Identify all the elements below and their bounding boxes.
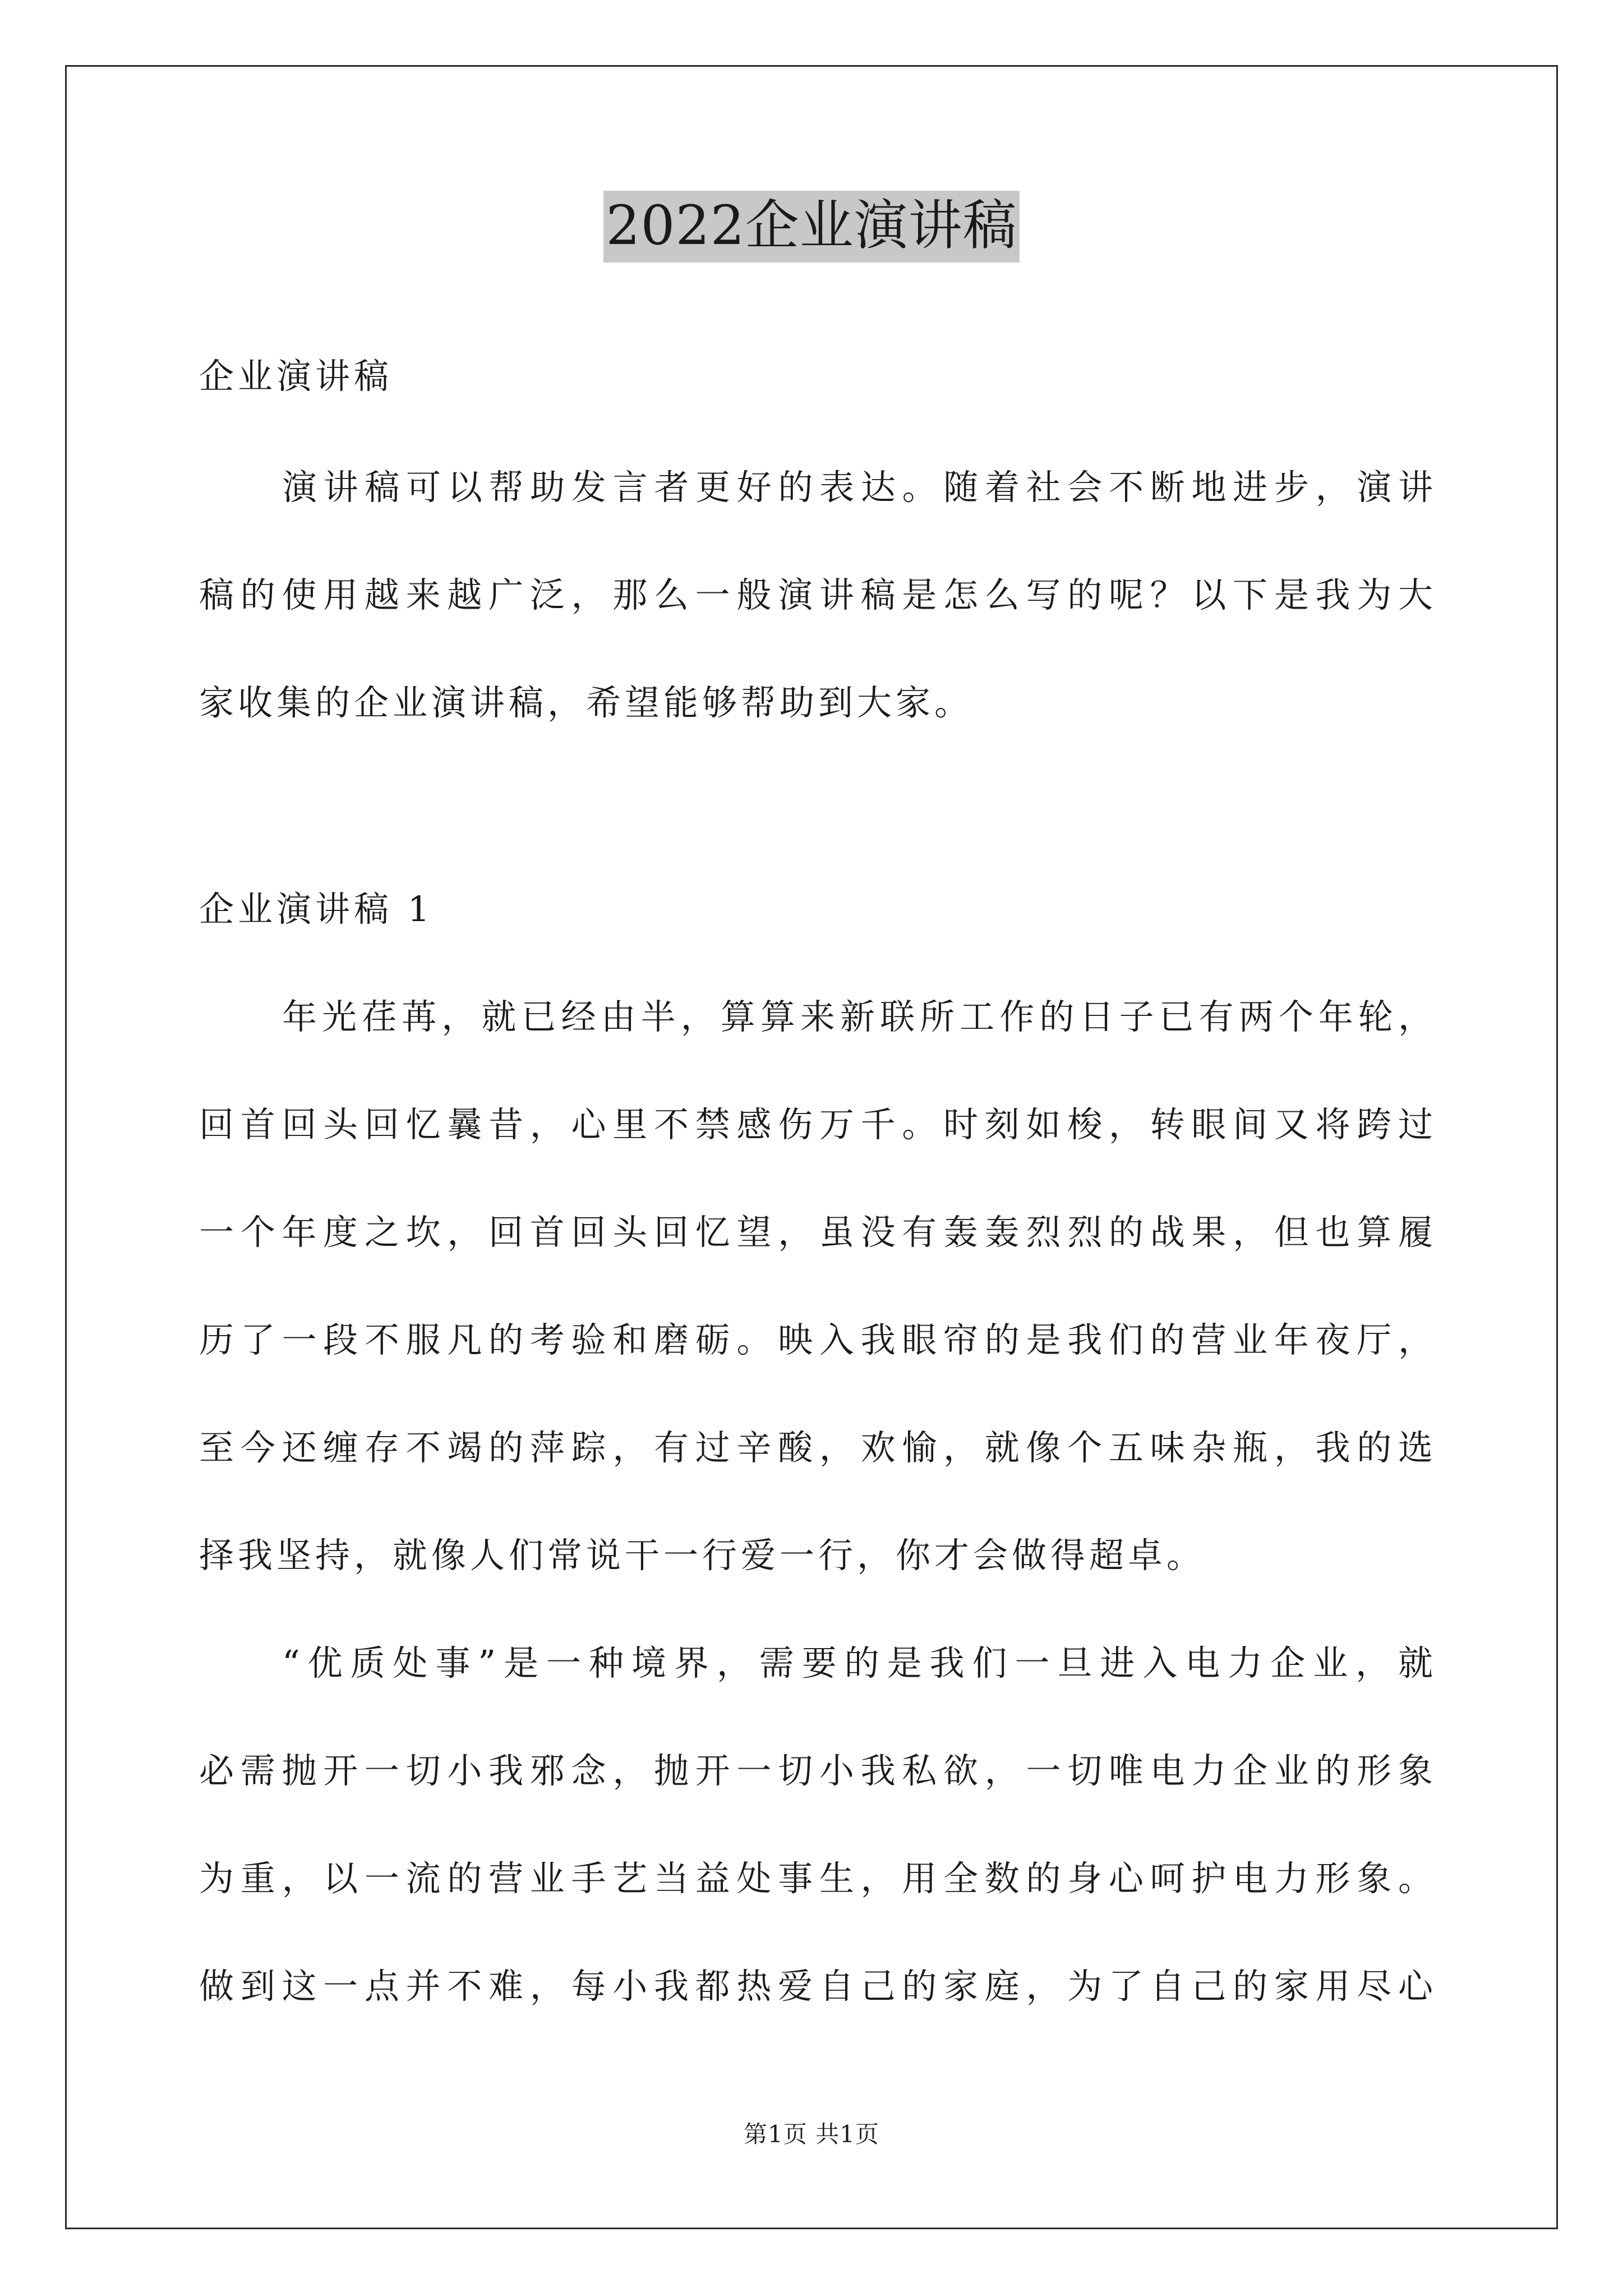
para2-line-2: 必需抛开一切小我邪念，抛开一切小我私欲，一切唯电力企业的形象 — [199, 1750, 1433, 1791]
subtitle: 企业演讲稿 — [199, 356, 393, 397]
section-heading: 企业演讲稿 1 — [199, 889, 434, 930]
page-number: 第1页 共1页 — [744, 2120, 879, 2148]
para2-line-4: 做到这一点并不难，每小我都热爱自己的家庭，为了自己的家用尽心 — [199, 1966, 1433, 2007]
intro-line-2: 稿的使用越来越广泛，那么一般演讲稿是怎么写的呢？以下是我为大 — [199, 574, 1433, 615]
para2-line-3: 为重，以一流的营业手艺当益处事生，用全数的身心呵护电力形象。 — [199, 1858, 1433, 1899]
para1-line-2: 回首回头回忆曩昔，心里不禁感伤万千。时刻如梭，转眼间又将跨过 — [199, 1104, 1433, 1145]
intro-line-3: 家收集的企业演讲稿，希望能够帮助到大家。 — [199, 682, 974, 723]
para1-line-1: 年光荏苒，就已经由半，算算来新联所工作的日子已有两个年轮， — [282, 996, 1433, 1037]
document-title-text: 2022企业演讲稿 — [603, 191, 1019, 263]
para1-line-3: 一个年度之坎，回首回头回忆望，虽没有轰轰烈烈的战果，但也算履 — [199, 1212, 1433, 1253]
intro-line-1: 演讲稿可以帮助发言者更好的表达。随着社会不断地进步，演讲 — [282, 467, 1433, 508]
para1-line-6: 择我坚持，就像人们常说干一行爱一行，你才会做得超卓。 — [199, 1535, 1206, 1576]
para1-line-4: 历了一段不服凡的考验和磨砺。映入我眼帘的是我们的营业年夜厅， — [199, 1319, 1433, 1360]
document-title — [0, 191, 1623, 263]
para1-line-5: 至今还缠存不竭的萍踪，有过辛酸，欢愉，就像个五味杂瓶，我的选 — [199, 1427, 1433, 1468]
para2-line-1: “优质处事”是一种境界，需要的是我们一旦进入电力企业，就 — [282, 1642, 1433, 1683]
